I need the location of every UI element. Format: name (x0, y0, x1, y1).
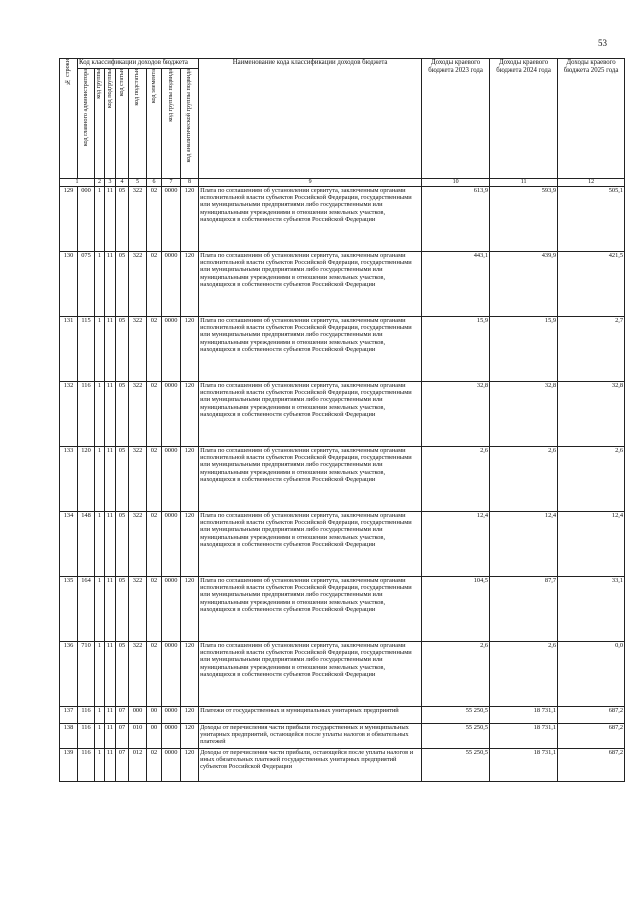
article-code: 05 (116, 317, 129, 382)
analytic-code: 120 (181, 724, 199, 749)
column-number: 5 (129, 179, 147, 187)
revenue-2024: 15,9 (490, 317, 558, 382)
column-number: 3 (105, 179, 116, 187)
analytic-code: 120 (181, 577, 199, 642)
revenue-2024: 2,6 (490, 447, 558, 512)
element-code: 02 (147, 252, 162, 317)
subgroup-code: 11 (105, 317, 116, 382)
subtype-code: 0000 (162, 724, 181, 749)
table-row (60, 317, 625, 382)
article-code: 07 (116, 724, 129, 749)
code-column-header: код подстатьи (129, 69, 147, 179)
code-column-header: код аналитической группы подвида (181, 69, 199, 179)
revenue-2024: 2,6 (490, 642, 558, 707)
group-code: 1 (95, 749, 105, 782)
revenue-2025: 32,8 (558, 382, 625, 447)
revenue-2024: 12,4 (490, 512, 558, 577)
subtype-code: 0000 (162, 187, 181, 252)
revenue-2024: 87,7 (490, 577, 558, 642)
revenue-name: Плата по соглашениям об установлении сервитута, заключенным органами исполнительной власти субъектов Российской Федерации, государственными или муниципальными предприятиями либо государственными или муниципальными учреждениями в отношении земельных участков, находящихся в собственности субъектов Российской Федерации (199, 512, 422, 577)
subarticle-code: 012 (129, 749, 147, 782)
revenue-name: Плата по соглашениям об установлении сервитута, заключенным органами исполнительной власти субъектов Российской Федерации, государственными или муниципальными предприятиями либо государственными или муниципальными учреждениями в отношении земельных участков, находящихся в собственности субъектов Российской Федерации (199, 642, 422, 707)
element-code: 00 (147, 707, 162, 724)
revenue-2025: 33,1 (558, 577, 625, 642)
revenue-2023: 55 250,5 (422, 749, 490, 782)
subarticle-code: 322 (129, 317, 147, 382)
admin-code: 116 (78, 382, 95, 447)
revenue-name: Плата по соглашениям об установлении сервитута, заключенным органами исполнительной власти субъектов Российской Федерации, государственными или муниципальными предприятиями либо государственными или муниципальными учреждениями в отношении земельных участков, находящихся в собственности субъектов Российской Федерации (199, 252, 422, 317)
revenue-2025-header: Доходы краевого бюджета 2025 года (558, 59, 625, 179)
group-code: 1 (95, 252, 105, 317)
row-number: 133 (60, 447, 78, 512)
admin-code: 075 (78, 252, 95, 317)
code-column-header: код статьи (116, 69, 129, 179)
subgroup-code: 11 (105, 382, 116, 447)
table-row (60, 577, 625, 642)
row-number: 137 (60, 707, 78, 724)
admin-code: 116 (78, 749, 95, 782)
analytic-code: 120 (181, 317, 199, 382)
page-number: 53 (598, 38, 607, 48)
revenue-2024: 18 731,1 (490, 749, 558, 782)
admin-code: 120 (78, 447, 95, 512)
row-number: 130 (60, 252, 78, 317)
subgroup-code: 11 (105, 252, 116, 317)
table-row (60, 252, 625, 317)
article-code: 05 (116, 512, 129, 577)
admin-code: 000 (78, 187, 95, 252)
revenue-2024: 18 731,1 (490, 724, 558, 749)
element-code: 02 (147, 447, 162, 512)
row-number: 138 (60, 724, 78, 749)
column-number: 4 (116, 179, 129, 187)
subtype-code: 0000 (162, 707, 181, 724)
row-number-header: № строки (60, 59, 78, 179)
row-number: 136 (60, 642, 78, 707)
analytic-code: 120 (181, 187, 199, 252)
analytic-code: 120 (181, 512, 199, 577)
article-code: 05 (116, 447, 129, 512)
group-code: 1 (95, 724, 105, 749)
revenue-name: Плата по соглашениям об установлении сервитута, заключенным органами исполнительной власти субъектов Российской Федерации, государственными или муниципальными предприятиями либо государственными или муниципальными учреждениями в отношении земельных участков, находящихся в собственности субъектов Российской Федерации (199, 382, 422, 447)
element-code: 00 (147, 724, 162, 749)
revenue-2025: 0,0 (558, 642, 625, 707)
revenue-2023: 12,4 (422, 512, 490, 577)
revenue-2025: 505,1 (558, 187, 625, 252)
revenue-2023: 15,9 (422, 317, 490, 382)
subtype-code: 0000 (162, 252, 181, 317)
revenue-name: Плата по соглашениям об установлении сервитута, заключенным органами исполнительной власти субъектов Российской Федерации, государственными или муниципальными предприятиями либо государственными или муниципальными учреждениями в отношении земельных участков, находящихся в собственности субъектов Российской Федерации (199, 187, 422, 252)
column-number: 7 (162, 179, 181, 187)
group-code: 1 (95, 577, 105, 642)
group-code: 1 (95, 512, 105, 577)
column-number: 6 (147, 179, 162, 187)
element-code: 02 (147, 512, 162, 577)
revenue-name: Плата по соглашениям об установлении сервитута, заключенным органами исполнительной власти субъектов Российской Федерации, государственными или муниципальными предприятиями либо государственными или муниципальными учреждениями в отношении земельных участков, находящихся в собственности субъектов Российской Федерации (199, 317, 422, 382)
column-numbers-row (60, 179, 625, 187)
revenue-2025: 2,6 (558, 447, 625, 512)
analytic-code: 120 (181, 252, 199, 317)
code-column-header: код группы (95, 69, 105, 179)
subgroup-code: 11 (105, 512, 116, 577)
subarticle-code: 322 (129, 512, 147, 577)
subtype-code: 0000 (162, 749, 181, 782)
revenue-name: Плата по соглашениям об установлении сервитута, заключенным органами исполнительной власти субъектов Российской Федерации, государственными или муниципальными предприятиями либо государственными или муниципальными учреждениями в отношении земельных участков, находящихся в собственности субъектов Российской Федерации (199, 447, 422, 512)
revenue-name: Плата по соглашениям об установлении сервитута, заключенным органами исполнительной власти субъектов Российской Федерации, государственными или муниципальными предприятиями либо государственными или муниципальными учреждениями в отношении земельных участков, находящихся в собственности субъектов Российской Федерации (199, 577, 422, 642)
group-code: 1 (95, 317, 105, 382)
revenue-2023: 2,6 (422, 642, 490, 707)
code-column-header: код главного администратора (78, 69, 95, 179)
classification-group-header: Код классификации доходов бюджета (78, 59, 199, 69)
element-code: 02 (147, 317, 162, 382)
column-number: 1 (60, 179, 95, 187)
revenue-2025: 421,5 (558, 252, 625, 317)
revenue-2023: 55 250,5 (422, 724, 490, 749)
group-code: 1 (95, 447, 105, 512)
revenue-2023: 55 250,5 (422, 707, 490, 724)
subgroup-code: 11 (105, 724, 116, 749)
subtype-code: 0000 (162, 577, 181, 642)
revenue-table (59, 58, 625, 782)
revenue-2023: 443,1 (422, 252, 490, 317)
subarticle-code: 000 (129, 707, 147, 724)
table-row (60, 707, 625, 724)
subarticle-code: 322 (129, 447, 147, 512)
article-code: 05 (116, 642, 129, 707)
revenue-2024: 593,9 (490, 187, 558, 252)
revenue-2023: 32,8 (422, 382, 490, 447)
subarticle-code: 322 (129, 642, 147, 707)
article-code: 05 (116, 577, 129, 642)
revenue-2023: 613,9 (422, 187, 490, 252)
column-number: 2 (95, 179, 105, 187)
revenue-name: Доходы от перечисления части прибыли государственных и муниципальных унитарных предприятий, остающейся после уплаты налогов и обязательных платежей (199, 724, 422, 749)
admin-code: 710 (78, 642, 95, 707)
article-code: 05 (116, 187, 129, 252)
revenue-2023: 2,6 (422, 447, 490, 512)
row-number: 132 (60, 382, 78, 447)
group-code: 1 (95, 642, 105, 707)
subgroup-code: 11 (105, 642, 116, 707)
revenue-2025: 12,4 (558, 512, 625, 577)
row-number: 134 (60, 512, 78, 577)
column-number: 12 (558, 179, 625, 187)
column-number: 11 (490, 179, 558, 187)
revenue-2024: 32,8 (490, 382, 558, 447)
analytic-code: 120 (181, 382, 199, 447)
revenue-2024-header: Доходы краевого бюджета 2024 года (490, 59, 558, 179)
table-row (60, 512, 625, 577)
row-number: 139 (60, 749, 78, 782)
analytic-code: 120 (181, 447, 199, 512)
subgroup-code: 11 (105, 187, 116, 252)
subarticle-code: 322 (129, 252, 147, 317)
subgroup-code: 11 (105, 447, 116, 512)
analytic-code: 120 (181, 749, 199, 782)
revenue-2023: 104,5 (422, 577, 490, 642)
article-code: 07 (116, 707, 129, 724)
article-code: 05 (116, 252, 129, 317)
admin-code: 116 (78, 724, 95, 749)
group-code: 1 (95, 382, 105, 447)
revenue-2024: 18 731,1 (490, 707, 558, 724)
table-row (60, 749, 625, 782)
admin-code: 116 (78, 707, 95, 724)
table-row (60, 187, 625, 252)
revenue-name: Платежи от государственных и муниципальных унитарных предприятий (199, 707, 422, 724)
row-number: 135 (60, 577, 78, 642)
element-code: 02 (147, 382, 162, 447)
admin-code: 115 (78, 317, 95, 382)
row-number: 129 (60, 187, 78, 252)
revenue-2023-header: Доходы краевого бюджета 2023 года (422, 59, 490, 179)
subarticle-code: 322 (129, 577, 147, 642)
subarticle-code: 322 (129, 382, 147, 447)
revenue-2024: 439,9 (490, 252, 558, 317)
column-number: 10 (422, 179, 490, 187)
admin-code: 164 (78, 577, 95, 642)
analytic-code: 120 (181, 642, 199, 707)
subtype-code: 0000 (162, 382, 181, 447)
subtype-code: 0000 (162, 447, 181, 512)
code-column-header: код группы подвида (162, 69, 181, 179)
table-row (60, 382, 625, 447)
element-code: 02 (147, 187, 162, 252)
code-column-header: код подгруппы (105, 69, 116, 179)
group-code: 1 (95, 707, 105, 724)
table-row (60, 642, 625, 707)
element-code: 02 (147, 749, 162, 782)
group-code: 1 (95, 187, 105, 252)
revenue-2025: 687,2 (558, 749, 625, 782)
admin-code: 148 (78, 512, 95, 577)
subtype-code: 0000 (162, 512, 181, 577)
article-code: 05 (116, 382, 129, 447)
element-code: 02 (147, 642, 162, 707)
column-number: 9 (199, 179, 422, 187)
revenue-name: Доходы от перечисления части прибыли, остающейся после уплаты налогов и иных обязательных платежей государственных унитарных предприятий субъектов Российской Федерации (199, 749, 422, 782)
subgroup-code: 11 (105, 577, 116, 642)
row-number: 131 (60, 317, 78, 382)
analytic-code: 120 (181, 707, 199, 724)
subarticle-code: 322 (129, 187, 147, 252)
subtype-code: 0000 (162, 317, 181, 382)
subgroup-code: 11 (105, 749, 116, 782)
subgroup-code: 11 (105, 707, 116, 724)
revenue-2025: 2,7 (558, 317, 625, 382)
article-code: 07 (116, 749, 129, 782)
column-number: 8 (181, 179, 199, 187)
subarticle-code: 010 (129, 724, 147, 749)
table-row (60, 447, 625, 512)
code-column-header: код элемента (147, 69, 162, 179)
revenue-2025: 687,2 (558, 724, 625, 749)
subtype-code: 0000 (162, 642, 181, 707)
revenue-2025: 687,2 (558, 707, 625, 724)
name-column-header: Наименование кода классификации доходов бюджета (199, 59, 422, 179)
table-row (60, 724, 625, 749)
element-code: 02 (147, 577, 162, 642)
